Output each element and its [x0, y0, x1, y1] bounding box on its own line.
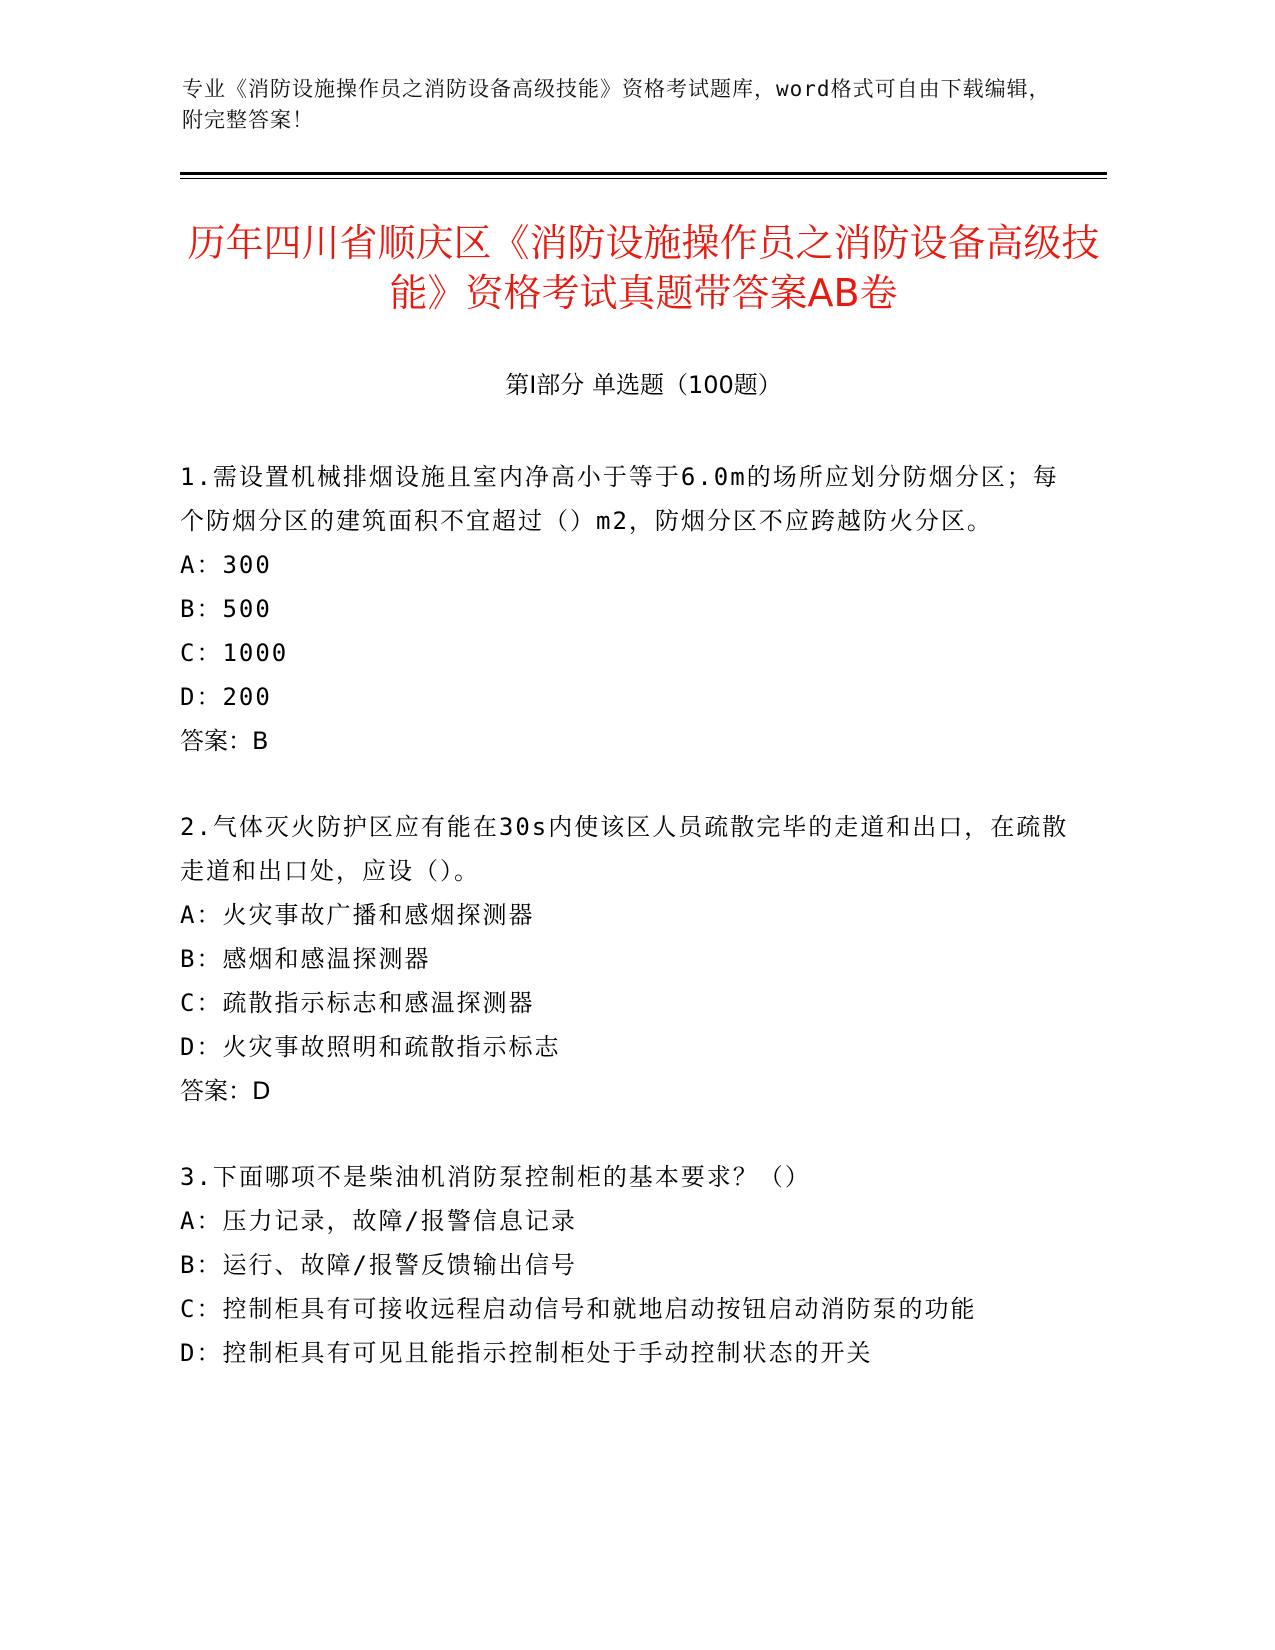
answer-line: 答案：D — [180, 1077, 271, 1105]
option-d: D：控制柜具有可见且能指示控制柜处于手动控制状态的开关 — [180, 1339, 873, 1367]
question-3 — [180, 1155, 1080, 1375]
question-stem: 1.需设置机械排烟设施且室内净高小于等于6.0m的场所应划分防烟分区；每个防烟分区的建筑面积不宜超过（）m2，防烟分区不应跨越防火分区。 — [180, 463, 1059, 535]
option-b: B：500 — [180, 595, 272, 623]
option-a: A：压力记录，故障/报警信息记录 — [180, 1207, 577, 1235]
option-c: C：疏散指示标志和感温探测器 — [180, 989, 535, 1017]
question-1 — [180, 455, 1080, 763]
header-note: 专业《消防设施操作员之消防设备高级技能》资格考试题库，word格式可自由下载编辑，附完整答案！ — [182, 77, 1051, 132]
question-stem: 2.气体灭火防护区应有能在30s内使该区人员疏散完毕的走道和出口，在疏散走道和出口处，应设（）。 — [180, 813, 1069, 885]
option-c: C：1000 — [180, 639, 289, 667]
option-a: A：300 — [180, 551, 272, 579]
option-a: A：火灾事故广播和感烟探测器 — [180, 901, 535, 929]
header-divider-thin — [180, 178, 1107, 179]
option-d: D：200 — [180, 683, 272, 711]
section-heading: 第Ⅰ部分 单选题（100题） — [505, 371, 782, 399]
question-list — [180, 455, 1080, 1417]
document-title: 历年四川省顺庆区《消防设施操作员之消防设备高级技能》资格考试真题带答案AB卷 — [187, 221, 1100, 315]
answer-line: 答案：B — [180, 727, 269, 755]
option-b: B：感烟和感温探测器 — [180, 945, 431, 973]
option-d: D：火灾事故照明和疏散指示标志 — [180, 1033, 561, 1061]
question-2 — [180, 805, 1080, 1113]
header-divider-thick — [180, 172, 1107, 175]
question-stem: 3.下面哪项不是柴油机消防泵控制柜的基本要求？（） — [180, 1163, 811, 1191]
option-b: B：运行、故障/报警反馈输出信号 — [180, 1251, 577, 1279]
option-c: C：控制柜具有可接收远程启动信号和就地启动按钮启动消防泵的功能 — [180, 1295, 977, 1323]
